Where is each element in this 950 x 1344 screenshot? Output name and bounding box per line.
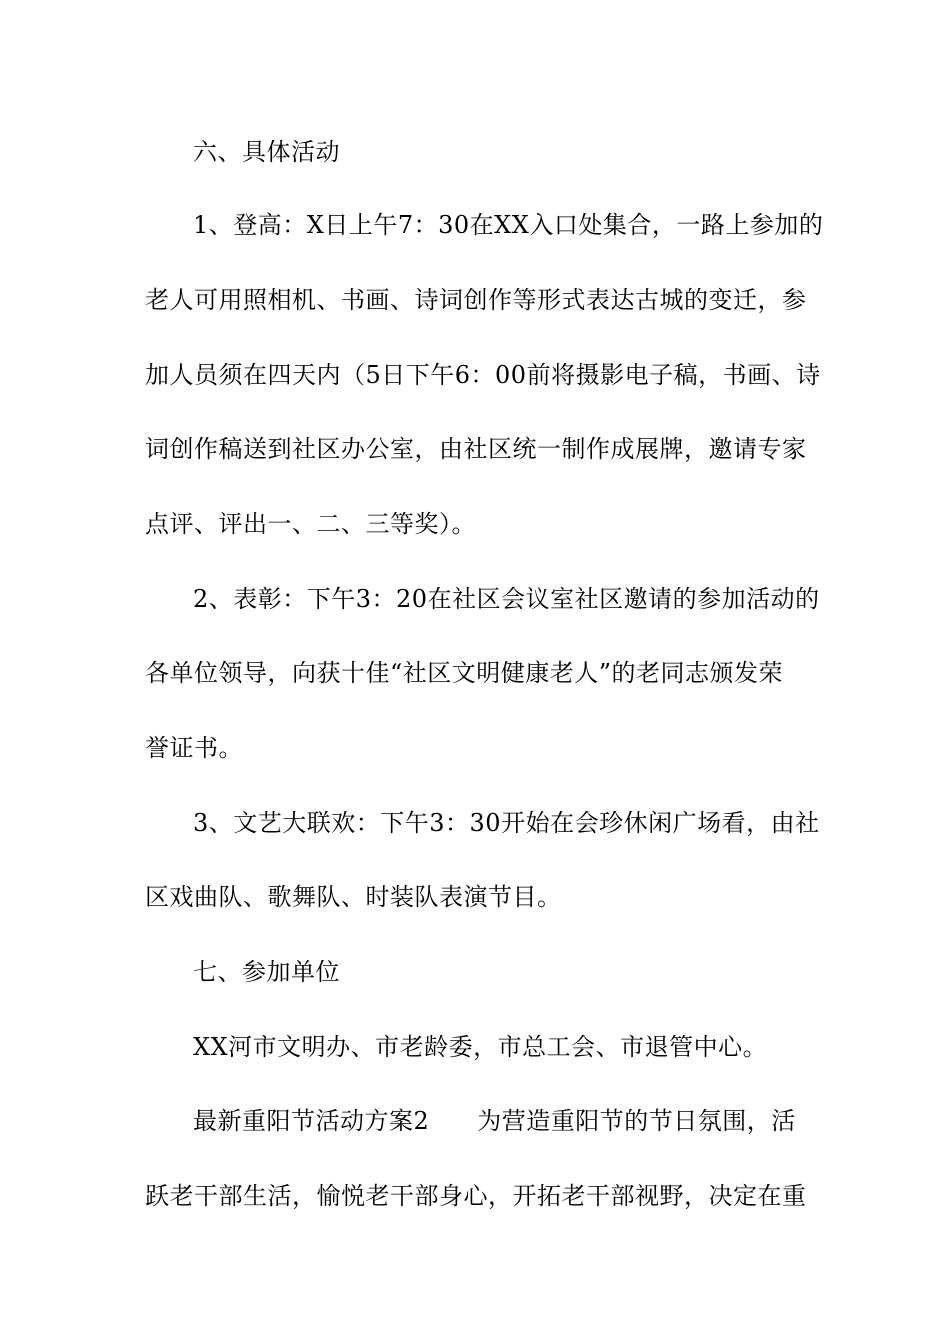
paragraph-line: 3、文艺大联欢：下午3：30开始在会珍休闲广场看，由社	[193, 809, 820, 837]
section-heading-activities: 六、具体活动	[193, 138, 340, 166]
paragraph-line: 词创作稿送到社区办公室，由社区统一制作成展牌，邀请专家	[145, 435, 807, 463]
paragraph-line: XX河市文明办、市老龄委，市总工会、市退管中心。	[193, 1033, 768, 1061]
paragraph-line: 誉证书。	[145, 734, 243, 762]
paragraph-line: 加人员须在四天内（5日下午6：00前将摄影电子稿，书画、诗	[145, 361, 821, 389]
paragraph-line	[193, 1105, 815, 1137]
paragraph-line: 点评、评出一、二、三等奖）。	[145, 510, 476, 538]
paragraph-line: 老人可用照相机、书画、诗词创作等形式表达古城的变迁，参	[145, 286, 807, 314]
plan-title: 最新重阳节活动方案2	[193, 1107, 430, 1135]
paragraph-line: 1、登高：X日上午7：30在XX入口处集合，一路上参加的	[193, 211, 824, 239]
paragraph-line: 跃老干部生活，愉悦老干部身心，开拓老干部视野，决定在重	[145, 1182, 807, 1210]
section-heading-units: 七、参加单位	[193, 958, 340, 986]
paragraph-line: 2、表彰：下午3：20在社区会议室社区邀请的参加活动的	[193, 585, 820, 613]
paragraph-line: 各单位领导，向获十佳“社区文明健康老人”的老同志颁发荣	[145, 659, 784, 687]
plan-intro: 为营造重阳节的节日氛围，活	[477, 1107, 796, 1135]
paragraph-line: 区戏曲队、歌舞队、时装队表演节目。	[145, 883, 562, 911]
